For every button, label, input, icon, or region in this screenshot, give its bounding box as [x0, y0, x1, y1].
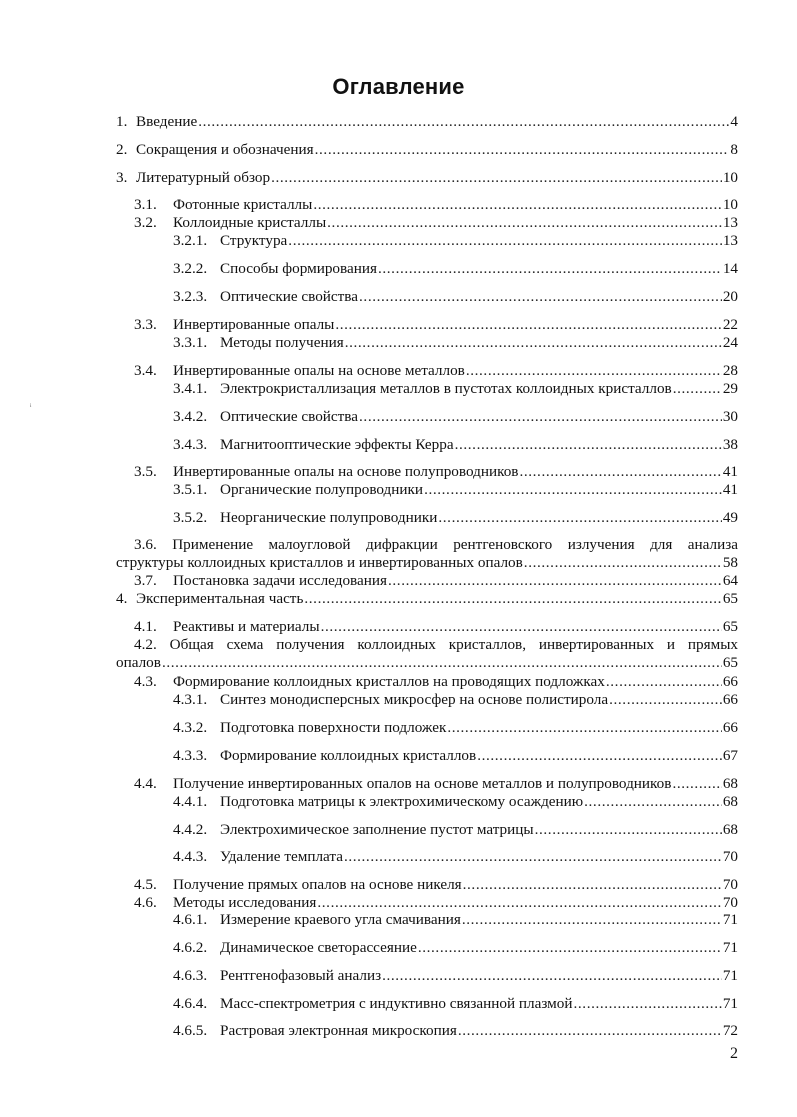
- entry-number: 4.3.3.: [173, 747, 208, 764]
- entry-page: 22: [722, 316, 738, 333]
- toc-entry[interactable]: [173, 747, 738, 765]
- entry-number: 3.5.: [134, 463, 157, 480]
- entry-page: 67: [722, 747, 738, 764]
- entry-page: 58: [722, 554, 738, 571]
- page-number: 2: [730, 1045, 738, 1062]
- entry-number: 4.6.4.: [173, 995, 208, 1012]
- entry-title: Электрохимическое заполнение пустот матрицы: [220, 821, 534, 838]
- entry-title: Измерение краевого угла смачивания: [220, 911, 461, 928]
- entry-number: 1.: [116, 113, 128, 130]
- entry-title: Электрокристаллизация металлов в пустотах коллоидных кристаллов: [220, 380, 672, 397]
- dot-leader: [519, 463, 721, 481]
- dot-leader: [458, 1022, 722, 1040]
- entry-title: Рентгенофазовый анализ: [220, 967, 382, 984]
- dot-leader: [574, 995, 722, 1013]
- toc-entry[interactable]: [173, 911, 738, 929]
- entry-title: Литературный обзор: [136, 169, 271, 186]
- dot-leader: [462, 911, 722, 929]
- dot-leader: [317, 894, 721, 912]
- entry-page: 65: [722, 618, 738, 635]
- dot-leader: [359, 408, 722, 426]
- entry-title-line1: 3.6. Применение малоугловой дифракции рентгеновского излучения для анализа: [134, 536, 738, 553]
- entry-number: 3.2.2.: [173, 260, 208, 277]
- entry-number: 3.7.: [134, 572, 157, 589]
- entry-title: Формирование коллоидных кристаллов: [220, 747, 477, 764]
- toc-entry[interactable]: [173, 939, 738, 957]
- toc-entry[interactable]: [173, 691, 738, 709]
- entry-page: 38: [722, 436, 738, 453]
- entry-page: 30: [722, 408, 738, 425]
- entry-title: Методы исследования: [173, 894, 317, 911]
- toc-entry[interactable]: [134, 214, 738, 232]
- entry-number: 3.4.1.: [173, 380, 208, 397]
- dot-leader: [288, 232, 722, 250]
- toc-entry[interactable]: [134, 876, 738, 894]
- entry-number: 4.6.2.: [173, 939, 208, 956]
- entry-page: 13: [722, 214, 738, 231]
- dot-leader: [382, 967, 722, 985]
- entry-title: Масс-спектрометрия с индуктивно связанной плазмой: [220, 995, 573, 1012]
- entry-title: Инвертированные опалы: [173, 316, 335, 333]
- toc-entry[interactable]: [134, 618, 738, 636]
- entry-number: 4.4.1.: [173, 793, 208, 810]
- toc-entry[interactable]: [173, 288, 738, 306]
- entry-number: 3.1.: [134, 196, 157, 213]
- entry-number: 3.4.3.: [173, 436, 208, 453]
- entry-number: 3.5.1.: [173, 481, 208, 498]
- entry-page: 49: [722, 509, 738, 526]
- entry-number: 2.: [116, 141, 128, 158]
- entry-title: Магнитооптические эффекты Керра: [220, 436, 454, 453]
- dot-leader: [524, 554, 722, 572]
- dot-leader: [304, 590, 721, 608]
- dot-leader: [672, 775, 721, 793]
- dot-leader: [315, 141, 730, 159]
- dot-leader: [198, 113, 729, 131]
- entry-page: 41: [722, 463, 738, 480]
- dot-leader: [455, 436, 722, 454]
- entry-title-line2: структуры коллоидных кристаллов и инвертированных опалов: [116, 554, 523, 571]
- entry-page: 68: [722, 793, 738, 810]
- entry-title: Формирование коллоидных кристаллов на проводящих подложках: [173, 673, 605, 690]
- entry-page: 64: [722, 572, 738, 589]
- toc-entry[interactable]: [173, 334, 738, 352]
- entry-page: 68: [722, 821, 738, 838]
- dot-leader: [271, 169, 722, 187]
- entry-title: Инвертированные опалы на основе металлов: [173, 362, 465, 379]
- entry-title: Инвертированные опалы на основе полупроводников: [173, 463, 519, 480]
- toc-entry[interactable]: [173, 719, 738, 737]
- entry-number: 4.3.1.: [173, 691, 208, 708]
- entry-title: Постановка задачи исследования: [173, 572, 387, 589]
- toc-entry[interactable]: [116, 141, 738, 159]
- entry-page: 70: [722, 876, 738, 893]
- entry-title-line1: 4.2. Общая схема получения коллоидных кристаллов, инвертированных и прямых: [134, 636, 738, 653]
- toc-entry[interactable]: [173, 848, 738, 866]
- entry-title: Растровая электронная микроскопия: [220, 1022, 457, 1039]
- toc-entry[interactable]: [173, 967, 738, 985]
- toc-entry[interactable]: [173, 380, 738, 398]
- toc-entry[interactable]: [134, 894, 738, 912]
- entry-number: 4.4.: [134, 775, 157, 792]
- entry-page: 65: [722, 654, 738, 671]
- dot-leader: [463, 876, 722, 894]
- dot-leader: [335, 316, 721, 334]
- dot-leader: [345, 334, 722, 352]
- entry-page: 10: [722, 169, 738, 186]
- entry-title: Получение инвертированных опалов на основе металлов и полупроводников: [173, 775, 672, 792]
- entry-page: 28: [722, 362, 738, 379]
- dot-leader: [424, 481, 722, 499]
- entry-page: 68: [722, 775, 738, 792]
- toc-entry-multiline[interactable]: [116, 536, 738, 572]
- dot-leader: [313, 196, 721, 214]
- entry-title: Подготовка матрицы к электрохимическому осаждению: [220, 793, 584, 810]
- page-title: Оглавление: [332, 74, 465, 99]
- entry-title: Подготовка поверхности подложек: [220, 719, 447, 736]
- dot-leader: [606, 673, 722, 691]
- toc-entry[interactable]: [173, 260, 738, 278]
- stray-mark: ᵢ: [30, 398, 32, 408]
- entry-title: Оптические свойства: [220, 288, 359, 305]
- entry-title: Введение: [136, 113, 198, 130]
- toc-entry[interactable]: [134, 775, 738, 793]
- entry-number: 3.3.1.: [173, 334, 208, 351]
- toc-entry[interactable]: [134, 673, 738, 691]
- toc-entry[interactable]: [134, 463, 738, 481]
- entry-number: 4.6.5.: [173, 1022, 208, 1039]
- entry-page: 70: [722, 894, 738, 911]
- toc-entry[interactable]: [134, 316, 738, 334]
- entry-number: 4.3.2.: [173, 719, 208, 736]
- entry-number: 3.2.: [134, 214, 157, 231]
- entry-title: Получение прямых опалов на основе никеля: [173, 876, 462, 893]
- toc-entry[interactable]: [116, 169, 738, 187]
- entry-page: 71: [722, 911, 738, 928]
- entry-number: 4.: [116, 590, 128, 607]
- entry-page: 14: [722, 260, 738, 277]
- entry-title: Органические полупроводники: [220, 481, 424, 498]
- dot-leader: [609, 691, 722, 709]
- entry-number: 3.3.: [134, 316, 157, 333]
- entry-page: 71: [722, 967, 738, 984]
- toc-entry[interactable]: [173, 793, 738, 811]
- entry-number: 4.3.: [134, 673, 157, 690]
- entry-number: 3.5.2.: [173, 509, 208, 526]
- entry-title: Реактивы и материалы: [173, 618, 320, 635]
- entry-number: 3.4.2.: [173, 408, 208, 425]
- entry-number: 4.4.3.: [173, 848, 208, 865]
- entry-number: 3.4.: [134, 362, 157, 379]
- toc-entry[interactable]: [173, 821, 738, 839]
- entry-page: 13: [722, 232, 738, 249]
- dot-leader: [584, 793, 722, 811]
- entry-page: 70: [722, 848, 738, 865]
- entry-title: Экспериментальная часть: [136, 590, 304, 607]
- toc-entry[interactable]: [134, 362, 738, 380]
- entry-title: Удаление темплата: [220, 848, 343, 865]
- toc-entry[interactable]: [134, 196, 738, 214]
- dot-leader: [321, 618, 722, 636]
- entry-page: 71: [722, 939, 738, 956]
- dot-leader: [447, 719, 721, 737]
- dot-leader: [378, 260, 722, 278]
- entry-number: 3.2.1.: [173, 232, 208, 249]
- entry-page: 72: [722, 1022, 738, 1039]
- dot-leader: [466, 362, 722, 380]
- entry-page: 24: [722, 334, 738, 351]
- dot-leader: [162, 654, 722, 672]
- entry-page: 20: [722, 288, 738, 305]
- dot-leader: [438, 509, 721, 527]
- toc-entry[interactable]: [116, 590, 738, 608]
- entry-page: 66: [722, 673, 738, 690]
- toc-entry[interactable]: [173, 436, 738, 454]
- toc-entry[interactable]: [173, 995, 738, 1013]
- entry-page: 65: [722, 590, 738, 607]
- entry-title: Синтез монодисперсных микросфер на основе полистирола: [220, 691, 609, 708]
- entry-title: Оптические свойства: [220, 408, 359, 425]
- entry-number: 3.2.3.: [173, 288, 208, 305]
- toc-entry[interactable]: [116, 113, 738, 131]
- dot-leader: [477, 747, 722, 765]
- entry-page: 10: [722, 196, 738, 213]
- dot-leader: [327, 214, 722, 232]
- toc-entry[interactable]: [173, 408, 738, 426]
- toc-entry-multiline[interactable]: [116, 636, 738, 672]
- entry-page: 29: [722, 380, 738, 397]
- entry-title: Динамическое светорассеяние: [220, 939, 417, 956]
- entry-page: 8: [730, 141, 738, 158]
- entry-title: Методы получения: [220, 334, 344, 351]
- entry-number: 3.: [116, 169, 128, 186]
- toc-entry[interactable]: [173, 481, 738, 499]
- toc-entry[interactable]: [173, 509, 738, 527]
- entry-title: Сокращения и обозначения: [136, 141, 314, 158]
- entry-page: 71: [722, 995, 738, 1012]
- entry-number: 4.6.: [134, 894, 157, 911]
- entry-page: 4: [730, 113, 738, 130]
- entry-page: 66: [722, 719, 738, 736]
- toc-entry[interactable]: [134, 572, 738, 590]
- entry-number: 4.1.: [134, 618, 157, 635]
- dot-leader: [359, 288, 722, 306]
- toc-entry[interactable]: [173, 1022, 738, 1040]
- entry-title-line2: опалов: [116, 654, 161, 671]
- dot-leader: [344, 848, 722, 866]
- entry-page: 41: [722, 481, 738, 498]
- entry-page: 66: [722, 691, 738, 708]
- entry-title: Фотонные кристаллы: [173, 196, 313, 213]
- entry-number: 4.6.1.: [173, 911, 208, 928]
- entry-title: Коллоидные кристаллы: [173, 214, 327, 231]
- entry-title: Неорганические полупроводники: [220, 509, 438, 526]
- dot-leader: [388, 572, 722, 590]
- dot-leader: [673, 380, 722, 398]
- entry-number: 4.6.3.: [173, 967, 208, 984]
- entry-number: 4.4.2.: [173, 821, 208, 838]
- dot-leader: [535, 821, 722, 839]
- toc-entry[interactable]: [173, 232, 738, 250]
- entry-title: Структура: [220, 232, 288, 249]
- entry-number: 4.5.: [134, 876, 157, 893]
- dot-leader: [418, 939, 722, 957]
- entry-title: Способы формирования: [220, 260, 377, 277]
